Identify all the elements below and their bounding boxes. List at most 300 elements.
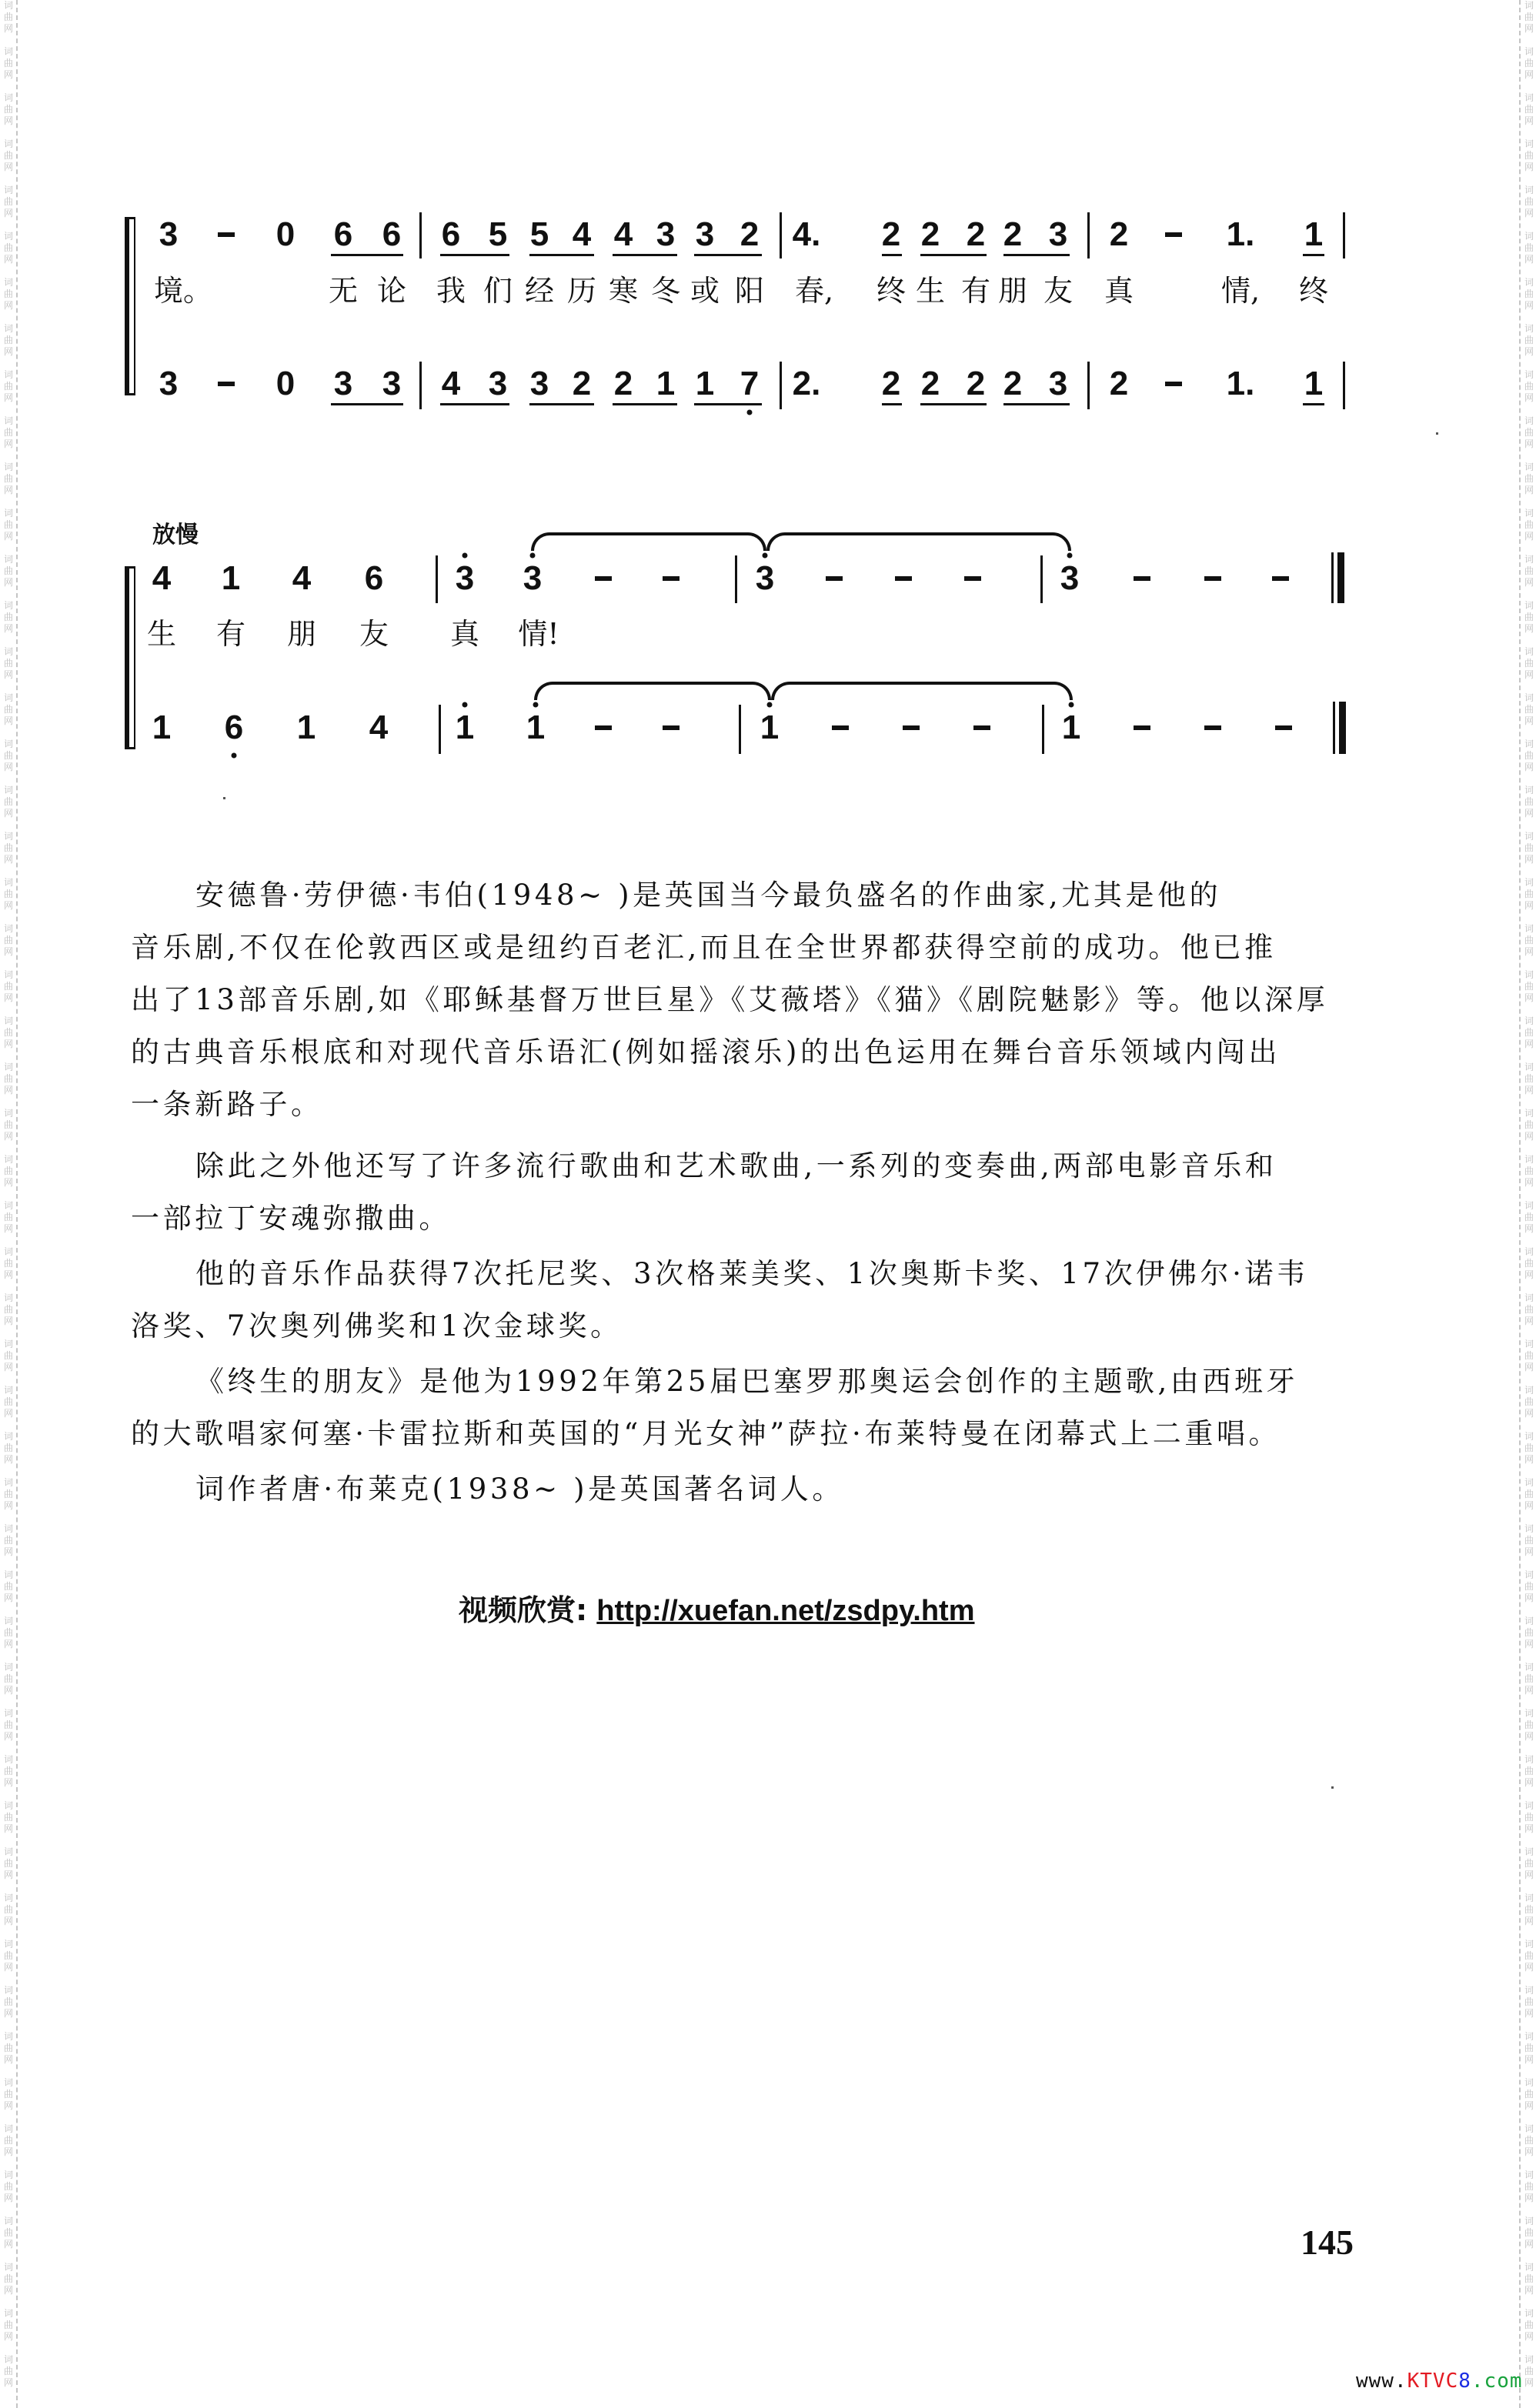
watermark-group bbox=[1522, 2354, 1536, 2400]
scan-speck bbox=[1436, 432, 1438, 435]
watermark-char: 曲 bbox=[3, 2273, 13, 2284]
watermark-char: 曲 bbox=[1524, 427, 1534, 438]
watermark-char: 网 bbox=[3, 300, 13, 311]
lyric: 冬 bbox=[650, 274, 681, 308]
watermark-char: 网 bbox=[3, 1269, 13, 1280]
watermark-char: 词 bbox=[1524, 1154, 1534, 1165]
note: 0 bbox=[275, 365, 296, 402]
watermark-char: 曲 bbox=[1524, 196, 1534, 207]
watermark-char: 词 bbox=[3, 1339, 13, 1349]
paragraph-3-line-2: 洛奖、7次奥列佛奖和1次金球奖。 bbox=[131, 1309, 623, 1342]
watermark-char: 曲 bbox=[3, 1535, 13, 1546]
watermark-char: 词 bbox=[3, 0, 13, 11]
note: 1 bbox=[455, 709, 475, 746]
site-mark-prefix: www. bbox=[1356, 2370, 1407, 2393]
watermark-group bbox=[2, 1246, 15, 1292]
eighth-beam bbox=[1003, 254, 1070, 256]
watermark-char: 词 bbox=[3, 1523, 13, 1534]
eighth-beam bbox=[920, 254, 987, 256]
watermark-group bbox=[2, 554, 15, 600]
note: 0 bbox=[275, 215, 296, 253]
site-mark-8: 8 bbox=[1458, 2370, 1471, 2393]
watermark-char: 曲 bbox=[1524, 2135, 1534, 2146]
watermark-char: 网 bbox=[1524, 346, 1534, 357]
note: 4. bbox=[792, 215, 821, 253]
note: 5 bbox=[488, 215, 508, 253]
watermark-char: 词 bbox=[1524, 1662, 1534, 1673]
tie-arc bbox=[766, 532, 1071, 551]
paragraph-2-line-2: 一部拉丁安魂弥撒曲。 bbox=[131, 1202, 451, 1235]
low-octave-dot bbox=[747, 410, 753, 415]
watermark-char: 曲 bbox=[1524, 1719, 1534, 1730]
paragraph-3-line-1: 他的音乐作品获得7次托尼奖、3次格莱美奖、1次奥斯卡奖、17次伊佛尔·诺韦 bbox=[195, 1257, 1309, 1290]
watermark-char: 网 bbox=[3, 762, 13, 772]
watermark-char: 网 bbox=[1524, 2146, 1534, 2157]
watermark-char: 曲 bbox=[3, 2089, 13, 2099]
watermark-group bbox=[1522, 2123, 1536, 2170]
watermark-group bbox=[1522, 1200, 1536, 1246]
barline bbox=[1087, 212, 1090, 258]
watermark-char: 词 bbox=[1524, 1477, 1534, 1488]
watermark-group bbox=[1522, 2216, 1536, 2262]
watermark-char: 词 bbox=[3, 1431, 13, 1442]
lyric: 阳 bbox=[734, 274, 765, 308]
watermark-char: 词 bbox=[3, 1016, 13, 1026]
watermark-char: 词 bbox=[3, 231, 13, 242]
note: 1 bbox=[152, 709, 172, 746]
tempo-marking: 放慢 bbox=[152, 522, 199, 549]
final-barline-thick bbox=[1339, 702, 1346, 754]
eighth-beam bbox=[920, 403, 987, 405]
watermark-char: 词 bbox=[3, 739, 13, 749]
watermark-char: 词 bbox=[3, 462, 13, 472]
watermark-char: 曲 bbox=[1524, 1673, 1534, 1684]
watermark-char: 词 bbox=[3, 185, 13, 195]
watermark-char: 曲 bbox=[3, 981, 13, 992]
note: 1. bbox=[1226, 365, 1255, 402]
watermark-char: 词 bbox=[3, 1800, 13, 1811]
watermark-char: 网 bbox=[1524, 2331, 1534, 2342]
watermark-group bbox=[2, 508, 15, 554]
watermark-char: 曲 bbox=[3, 196, 13, 207]
watermark-char: 词 bbox=[3, 2077, 13, 2088]
watermark-char: 曲 bbox=[1524, 1996, 1534, 2007]
watermark-char: 网 bbox=[3, 1685, 13, 1696]
dash-extension bbox=[826, 576, 843, 581]
note: 6 bbox=[224, 709, 244, 746]
watermark-char: 网 bbox=[1524, 1593, 1534, 1603]
dash-extension bbox=[1165, 232, 1182, 237]
note: 2 bbox=[1109, 215, 1129, 253]
watermark-group bbox=[1522, 46, 1536, 92]
watermark-group bbox=[2, 323, 15, 369]
note: 2 bbox=[740, 215, 760, 253]
watermark-char: 词 bbox=[1524, 138, 1534, 149]
eighth-beam bbox=[694, 254, 762, 256]
watermark-char: 曲 bbox=[1524, 750, 1534, 761]
lyric: 朋 bbox=[997, 274, 1028, 308]
paragraph-4-line-1: 《终生的朋友》是他为1992年第25届巴塞罗那奥运会创作的主题歌,由西班牙 bbox=[195, 1365, 1299, 1398]
watermark-char: 词 bbox=[1524, 739, 1534, 749]
watermark-group bbox=[2, 1893, 15, 1939]
watermark-char: 网 bbox=[3, 115, 13, 126]
watermark-char: 网 bbox=[1524, 1916, 1534, 1926]
watermark-group bbox=[1522, 92, 1536, 138]
watermark-char: 网 bbox=[1524, 254, 1534, 265]
watermark-char: 词 bbox=[3, 1477, 13, 1488]
barline bbox=[739, 705, 741, 754]
note: 2 bbox=[1003, 365, 1023, 402]
watermark-char: 词 bbox=[3, 2262, 13, 2273]
watermark-char: 词 bbox=[1524, 646, 1534, 657]
watermark-char: 曲 bbox=[3, 150, 13, 161]
note: 1 bbox=[1061, 709, 1081, 746]
watermark-char: 词 bbox=[1524, 415, 1534, 426]
watermark-char: 词 bbox=[1524, 1800, 1534, 1811]
watermark-char: 词 bbox=[1524, 323, 1534, 334]
watermark-char: 网 bbox=[1524, 2239, 1534, 2250]
note: 4 bbox=[292, 559, 312, 597]
watermark-group bbox=[1522, 969, 1536, 1016]
watermark-char: 词 bbox=[3, 1616, 13, 1626]
high-octave-dot bbox=[763, 553, 768, 559]
watermark-group bbox=[1522, 923, 1536, 969]
barline bbox=[419, 212, 422, 258]
dash-extension bbox=[973, 725, 990, 730]
lyric: 境。 bbox=[154, 274, 213, 308]
eighth-beam bbox=[694, 403, 762, 405]
watermark-char: 网 bbox=[1524, 439, 1534, 449]
note: 3 bbox=[382, 365, 402, 402]
watermark-char: 曲 bbox=[1524, 58, 1534, 68]
watermark-group bbox=[2, 1108, 15, 1154]
watermark-group bbox=[2, 1708, 15, 1754]
note: 1. bbox=[1226, 215, 1255, 253]
eighth-beam bbox=[1003, 403, 1070, 405]
watermark-group bbox=[2, 1616, 15, 1662]
note: 4 bbox=[441, 365, 461, 402]
barline bbox=[780, 212, 782, 258]
watermark-char: 曲 bbox=[1524, 1535, 1534, 1546]
note: 2 bbox=[1003, 215, 1023, 253]
watermark-char: 词 bbox=[3, 415, 13, 426]
watermark-char: 词 bbox=[3, 1154, 13, 1165]
high-octave-dot bbox=[530, 553, 536, 559]
watermark-char: 词 bbox=[3, 1385, 13, 1396]
site-mark-suffix: .com bbox=[1471, 2370, 1523, 2393]
watermark-char: 曲 bbox=[1524, 2227, 1534, 2238]
watermark-char: 网 bbox=[1524, 69, 1534, 80]
watermark-group bbox=[2, 739, 15, 785]
watermark-group bbox=[2, 1477, 15, 1523]
watermark-char: 曲 bbox=[3, 842, 13, 853]
watermark-char: 词 bbox=[1524, 1339, 1534, 1349]
watermark-group bbox=[1522, 2308, 1536, 2354]
watermark-char: 词 bbox=[3, 2308, 13, 2319]
watermark-char: 词 bbox=[3, 1893, 13, 1903]
watermark-char: 网 bbox=[3, 531, 13, 542]
barline bbox=[1087, 362, 1090, 409]
watermark-group bbox=[1522, 231, 1536, 277]
dash-extension bbox=[595, 725, 612, 730]
watermark-char: 词 bbox=[3, 1754, 13, 1765]
watermark-char: 曲 bbox=[1524, 1396, 1534, 1407]
note: 2 bbox=[966, 215, 986, 253]
lyric: 生 bbox=[915, 274, 946, 308]
site-mark-ktvc: KTVC bbox=[1407, 2370, 1459, 2393]
barline bbox=[1343, 212, 1345, 258]
tie-arc bbox=[531, 532, 766, 551]
watermark-group bbox=[1522, 1108, 1536, 1154]
watermark-char: 词 bbox=[1524, 1708, 1534, 1719]
watermark-char: 曲 bbox=[1524, 1950, 1534, 1961]
watermark-group bbox=[2, 877, 15, 923]
watermark-char: 曲 bbox=[3, 1442, 13, 1453]
watermark-char: 曲 bbox=[3, 2366, 13, 2376]
watermark-char: 网 bbox=[3, 900, 13, 911]
watermark-char: 曲 bbox=[3, 473, 13, 484]
watermark-char: 网 bbox=[3, 623, 13, 634]
high-octave-dot bbox=[1069, 702, 1074, 708]
watermark-group bbox=[2, 1154, 15, 1200]
watermark-char: 网 bbox=[3, 69, 13, 80]
watermark-char: 网 bbox=[3, 485, 13, 495]
watermark-group bbox=[1522, 877, 1536, 923]
watermark-char: 曲 bbox=[1524, 1350, 1534, 1361]
note: 6 bbox=[364, 559, 384, 597]
watermark-char: 网 bbox=[1524, 577, 1534, 588]
watermark-group bbox=[1522, 1662, 1536, 1708]
watermark-char: 网 bbox=[3, 1731, 13, 1742]
watermark-char: 词 bbox=[3, 831, 13, 842]
watermark-char: 词 bbox=[1524, 2308, 1534, 2319]
watermark-char: 曲 bbox=[3, 1027, 13, 1038]
watermark-char: 曲 bbox=[1524, 2366, 1534, 2376]
watermark-char: 词 bbox=[3, 1108, 13, 1119]
lyric: 真 bbox=[449, 617, 480, 651]
watermark-char: 网 bbox=[3, 2054, 13, 2065]
lyric: 终 bbox=[1298, 274, 1329, 308]
right-watermark-column bbox=[1522, 0, 1536, 2408]
watermark-group bbox=[2, 415, 15, 462]
watermark-char: 词 bbox=[1524, 1200, 1534, 1211]
barline bbox=[780, 362, 782, 409]
watermark-char: 词 bbox=[3, 323, 13, 334]
watermark-char: 网 bbox=[1524, 531, 1534, 542]
watermark-char: 曲 bbox=[3, 1812, 13, 1823]
watermark-char: 词 bbox=[1524, 1846, 1534, 1857]
watermark-char: 词 bbox=[1524, 1985, 1534, 1996]
watermark-group bbox=[1522, 1893, 1536, 1939]
note: 2. bbox=[792, 365, 821, 402]
watermark-group bbox=[2, 969, 15, 1016]
watermark-char: 曲 bbox=[3, 1719, 13, 1730]
watermark-group bbox=[2, 1985, 15, 2031]
watermark-char: 曲 bbox=[1524, 704, 1534, 715]
video-link[interactable]: http://xuefan.net/zsdpy.htm bbox=[596, 1595, 975, 1627]
watermark-char: 词 bbox=[3, 969, 13, 980]
watermark-char: 曲 bbox=[1524, 2320, 1534, 2330]
watermark-char: 词 bbox=[3, 785, 13, 795]
watermark-char: 网 bbox=[3, 577, 13, 588]
watermark-char: 网 bbox=[1524, 715, 1534, 726]
eighth-beam bbox=[613, 403, 677, 405]
watermark-char: 网 bbox=[3, 162, 13, 172]
watermark-char: 网 bbox=[1524, 1269, 1534, 1280]
watermark-group bbox=[1522, 2262, 1536, 2308]
final-barline-thin bbox=[1331, 552, 1334, 603]
dash-extension bbox=[1134, 725, 1150, 730]
watermark-group bbox=[2, 646, 15, 692]
watermark-char: 网 bbox=[1524, 1500, 1534, 1511]
low-octave-dot bbox=[232, 753, 237, 759]
watermark-char: 网 bbox=[3, 2331, 13, 2342]
dash-extension bbox=[1275, 725, 1292, 730]
watermark-char: 网 bbox=[3, 1593, 13, 1603]
watermark-group bbox=[2, 785, 15, 831]
note: 1 bbox=[296, 709, 316, 746]
watermark-char: 曲 bbox=[3, 288, 13, 299]
watermark-char: 网 bbox=[3, 2008, 13, 2019]
watermark-char: 网 bbox=[1524, 1316, 1534, 1326]
watermark-char: 网 bbox=[1524, 1546, 1534, 1557]
watermark-char: 网 bbox=[3, 2377, 13, 2388]
eighth-beam bbox=[529, 254, 594, 256]
sixteenth-beam bbox=[882, 254, 902, 256]
watermark-group bbox=[2, 1662, 15, 1708]
note: 2 bbox=[1109, 365, 1129, 402]
watermark-group bbox=[2, 2077, 15, 2123]
watermark-char: 网 bbox=[1524, 946, 1534, 957]
watermark-char: 曲 bbox=[3, 889, 13, 899]
watermark-char: 曲 bbox=[1524, 1027, 1534, 1038]
watermark-group bbox=[2, 1846, 15, 1893]
note: 6 bbox=[382, 215, 402, 253]
watermark-group bbox=[2, 2170, 15, 2216]
note: 3 bbox=[755, 559, 775, 597]
note: 6 bbox=[333, 215, 353, 253]
watermark-char: 词 bbox=[1524, 2077, 1534, 2088]
note: 2 bbox=[920, 365, 940, 402]
watermark-group bbox=[1522, 1385, 1536, 1431]
watermark-char: 曲 bbox=[1524, 519, 1534, 530]
watermark-char: 词 bbox=[1524, 2031, 1534, 2042]
watermark-char: 网 bbox=[1524, 1869, 1534, 1880]
watermark-group bbox=[2, 1062, 15, 1108]
watermark-char: 曲 bbox=[3, 1258, 13, 1269]
watermark-char: 词 bbox=[3, 1846, 13, 1857]
watermark-char: 词 bbox=[1524, 2216, 1534, 2226]
note: 4 bbox=[369, 709, 389, 746]
watermark-group bbox=[2, 2123, 15, 2170]
watermark-group bbox=[2, 1431, 15, 1477]
tie-arc bbox=[534, 682, 771, 700]
watermark-char: 词 bbox=[1524, 554, 1534, 565]
watermark-group bbox=[2, 1200, 15, 1246]
high-octave-dot bbox=[533, 702, 539, 708]
watermark-char: 网 bbox=[1524, 208, 1534, 218]
watermark-char: 网 bbox=[3, 808, 13, 819]
lyric: 或 bbox=[690, 274, 720, 308]
watermark-char: 曲 bbox=[1524, 1073, 1534, 1084]
watermark-char: 曲 bbox=[3, 1212, 13, 1222]
watermark-char: 词 bbox=[1524, 1939, 1534, 1949]
watermark-char: 网 bbox=[3, 2285, 13, 2296]
watermark-group bbox=[1522, 138, 1536, 185]
left-margin-dashed-line bbox=[16, 0, 18, 2408]
watermark-group bbox=[1522, 1154, 1536, 1200]
watermark-char: 曲 bbox=[3, 1996, 13, 2007]
watermark-char: 词 bbox=[3, 1292, 13, 1303]
watermark-char: 网 bbox=[1524, 1039, 1534, 1049]
watermark-group bbox=[2, 1800, 15, 1846]
watermark-group bbox=[2, 1754, 15, 1800]
watermark-group bbox=[2, 462, 15, 508]
watermark-char: 网 bbox=[3, 1362, 13, 1372]
watermark-group bbox=[1522, 1708, 1536, 1754]
watermark-group bbox=[2, 2262, 15, 2308]
watermark-group bbox=[1522, 1431, 1536, 1477]
watermark-char: 词 bbox=[3, 1985, 13, 1996]
watermark-char: 曲 bbox=[3, 1073, 13, 1084]
note: 2 bbox=[881, 215, 901, 253]
eighth-beam bbox=[331, 403, 403, 405]
watermark-char: 词 bbox=[1524, 692, 1534, 703]
watermark-char: 曲 bbox=[3, 519, 13, 530]
watermark-char: 网 bbox=[3, 2100, 13, 2111]
watermark-char: 网 bbox=[1524, 2054, 1534, 2065]
note: 3 bbox=[455, 559, 475, 597]
watermark-char: 曲 bbox=[3, 750, 13, 761]
eighth-beam bbox=[440, 254, 509, 256]
watermark-char: 网 bbox=[1524, 1177, 1534, 1188]
watermark-char: 曲 bbox=[1524, 1212, 1534, 1222]
watermark-group bbox=[1522, 1477, 1536, 1523]
watermark-char: 曲 bbox=[3, 2135, 13, 2146]
watermark-char: 词 bbox=[3, 1569, 13, 1580]
note: 3 bbox=[488, 365, 508, 402]
watermark-char: 网 bbox=[1524, 1731, 1534, 1742]
watermark-group bbox=[1522, 0, 1536, 46]
watermark-char: 词 bbox=[3, 923, 13, 934]
watermark-group bbox=[2, 185, 15, 231]
watermark-char: 网 bbox=[1524, 2377, 1534, 2388]
barline bbox=[1040, 555, 1043, 603]
watermark-group bbox=[2, 277, 15, 323]
watermark-char: 网 bbox=[3, 1177, 13, 1188]
watermark-char: 词 bbox=[1524, 831, 1534, 842]
watermark-group bbox=[1522, 1985, 1536, 2031]
watermark-char: 曲 bbox=[3, 1950, 13, 1961]
watermark-group bbox=[2, 600, 15, 646]
dash-extension bbox=[663, 725, 680, 730]
watermark-char: 网 bbox=[1524, 23, 1534, 34]
watermark-char: 网 bbox=[1524, 1823, 1534, 1834]
lyric: 有 bbox=[960, 274, 991, 308]
watermark-char: 曲 bbox=[3, 12, 13, 22]
note: 1 bbox=[526, 709, 546, 746]
note: 3 bbox=[523, 559, 543, 597]
watermark-char: 曲 bbox=[1524, 2181, 1534, 2192]
watermark-group bbox=[1522, 692, 1536, 739]
watermark-char: 曲 bbox=[1524, 473, 1534, 484]
watermark-char: 网 bbox=[3, 439, 13, 449]
watermark-group bbox=[1522, 1062, 1536, 1108]
watermark-char: 词 bbox=[3, 138, 13, 149]
watermark-char: 曲 bbox=[1524, 2089, 1534, 2099]
watermark-char: 网 bbox=[1524, 1962, 1534, 1973]
watermark-char: 曲 bbox=[1524, 1581, 1534, 1592]
